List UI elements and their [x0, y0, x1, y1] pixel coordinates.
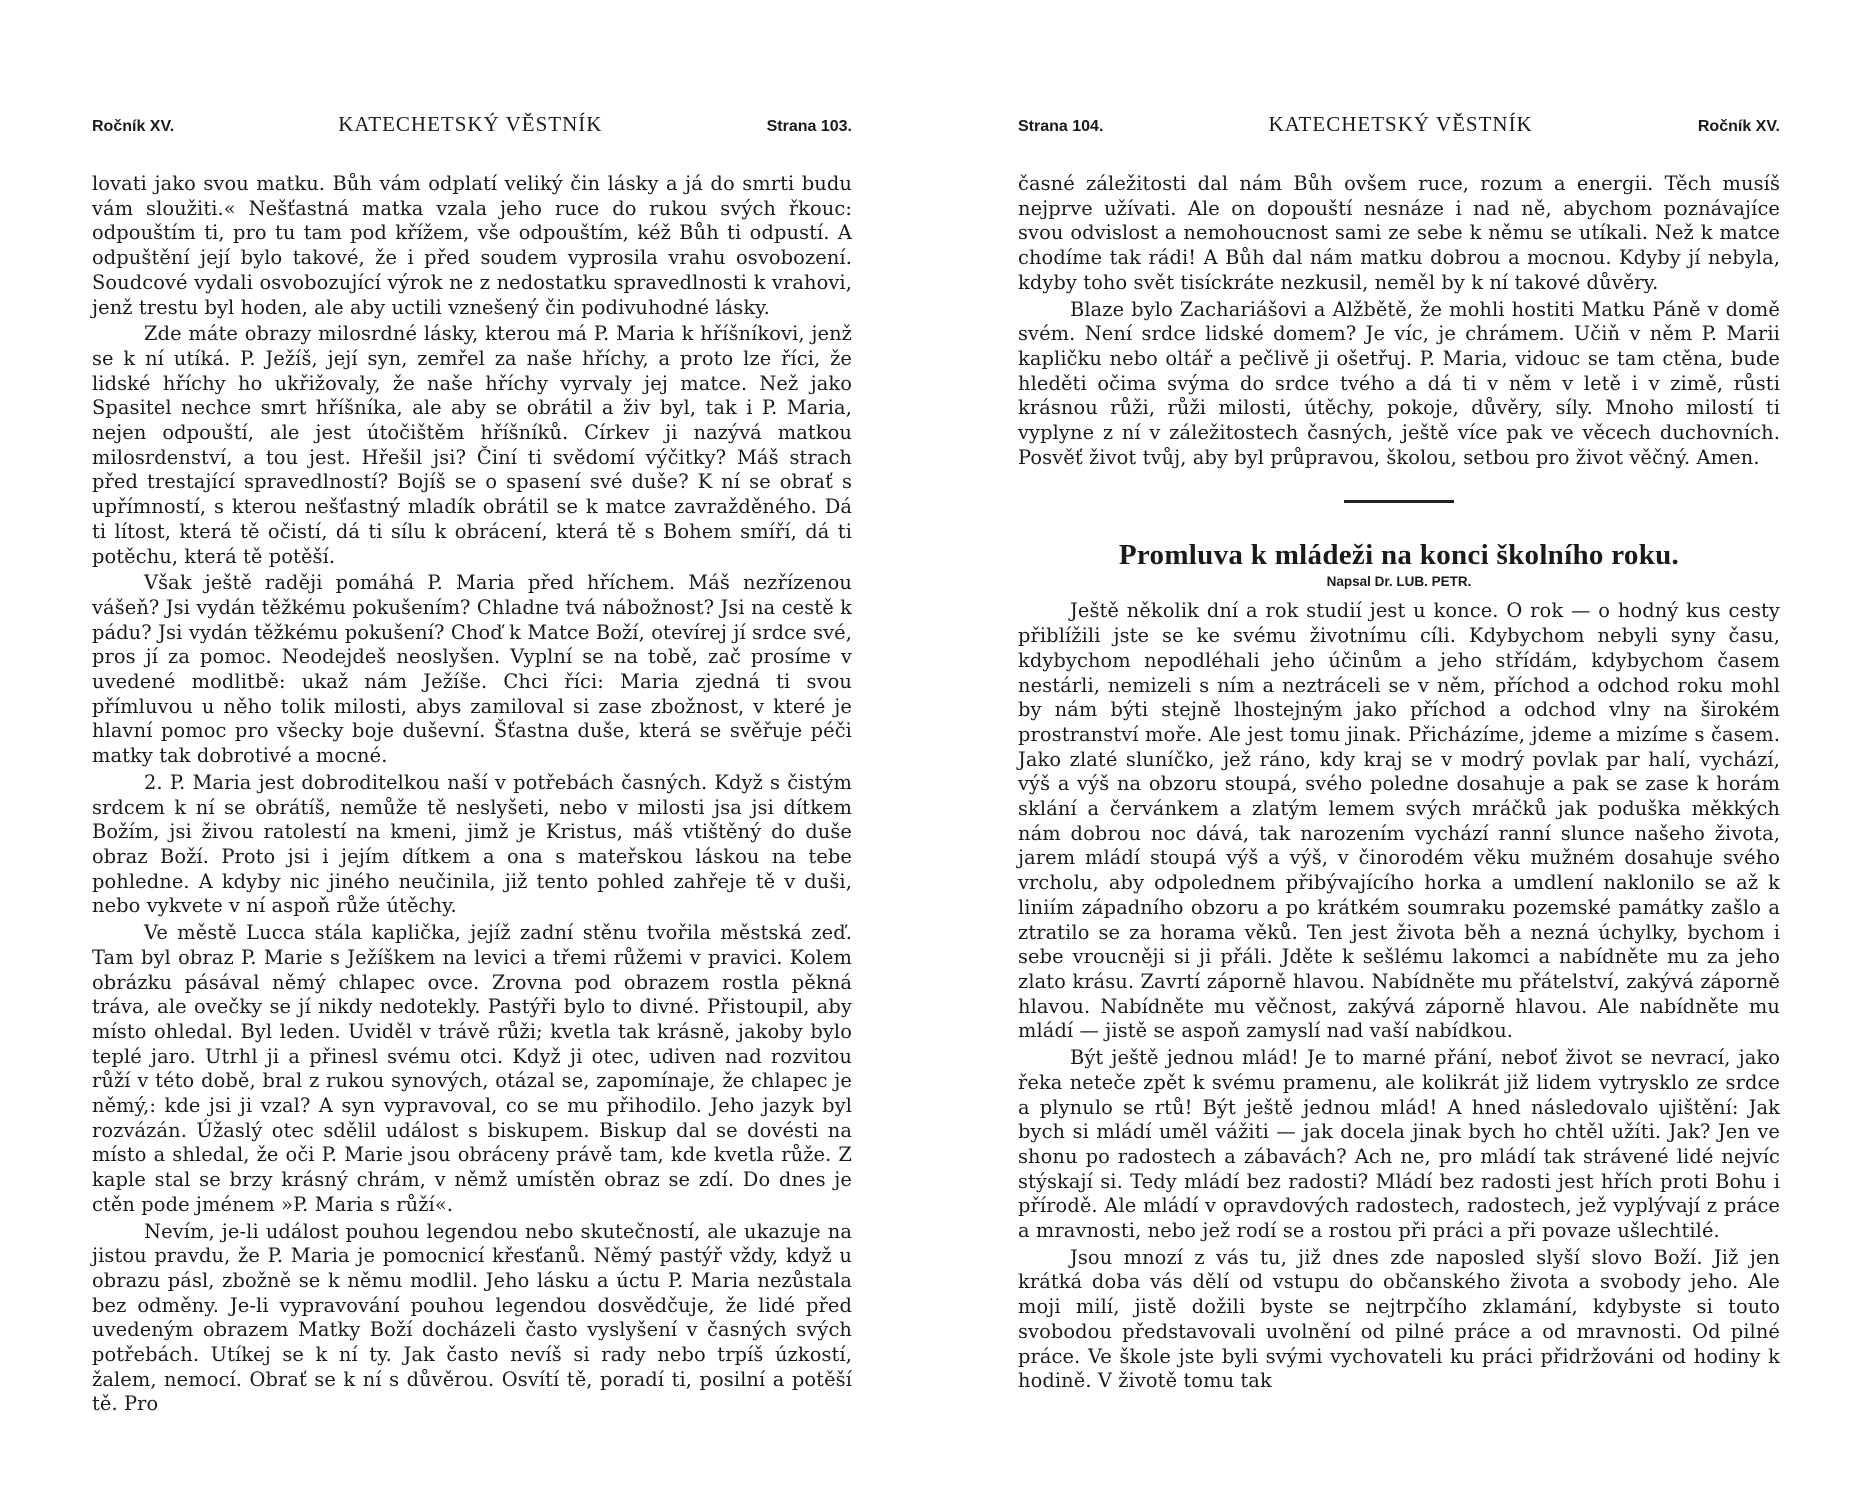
- left-running-head: [92, 112, 852, 142]
- journal-title: KATECHETSKÝ VĚSTNÍK: [338, 112, 603, 136]
- volume-label: Ročník XV.: [92, 118, 175, 135]
- paragraph: Nevím, je-li událost pouhou legendou nebo skutečností, ale ukazuje na jistou pravdu, že P. Maria je pomocnicí křesťanů. Němý pastýř vždy, když u obrazu pásl, zbožně se k němu modlil. Jeho lásku a úctu P. Maria nezůstala bez odměny. Je-li vypravování pouhou legendou dosvědčuje, že lidé před uvedeným obrazem Matky Boží docházeli často vyslyšení v časných svých potřebách. Utíkej se k ní ty. Jak často nevíš si rady nebo trpíš úzkostí, žalem, nemocí. Obrať se k ní s důvěrou. Osvítí tě, poradí ti, posilní a potěší tě. Pro: [92, 1219, 852, 1416]
- left-page: [92, 112, 852, 1417]
- volume-label: Ročník XV.: [1697, 118, 1780, 135]
- paragraph: Zde máte obrazy milosrdné lásky, kterou má P. Maria k hříšníkovi, jenž se k ní utíká. P. Ježíš, její syn, zemřel za naše hříchy, a proto lze říci, že lidské hříchy ho ukřižovaly, že naše hříchy vyrvaly jej matce. Než jako Spasitel nechce smrt hříšníka, ale aby se obrátil a živ byl, tak i P. Maria, nejen odpouští, ale jest útočištěm hříšníků. Církev ji nazývá matkou milosrdenství, a tou jest. Hřešil jsi? Činí ti svědomí výčitky? Máš strach před trestající spravedlností? Bojíš se o spasení své duše? K ní se obrať s upřímností, s kterou nešťastný mladík obrátil se k matce zavražděného. Dá ti lítost, která tě očistí, dá ti sílu k obrácení, která tě s Bohem smíří, dá ti potěchu, která tě potěší.: [92, 322, 852, 568]
- paragraph: lovati jako svou matku. Bůh vám odplatí veliký čin lásky a já do smrti budu vám sloužiti.« Nešťastná matka vzala jeho ruce do rukou svých řkouc: odpouštím ti, pro tu tam pod křížem, vše odpouštím, kéž Bůh ti odpustí. A odpuštění její bylo takové, že i před soudem vyprosila vrahu osvobození. Soudcové vydali osvobozující výrok ne z nedostatku spravedlnosti k vrahovi, jenž trestu byl hoden, ale aby uctili vznešený čin podivuhodné lásky.: [92, 172, 852, 319]
- paragraph: Jsou mnozí z vás tu, již dnes zde naposled slyší slovo Boží. Již jen krátká doba vás dělí od vstupu do občanského života a svobody jeho. Ale moji milí, jistě dožili byste se nejtrpčího zklamání, kdybyste si touto svobodou představovali uvolnění od pilné práce a od mravnosti. Od pilné práce. Ve škole jste byli svými vychovateli ku práci přidržováni od hodiny k hodině. V životě tomu tak: [1018, 1245, 1780, 1393]
- page-number: Strana 104.: [1018, 118, 1104, 135]
- paragraph: Být ještě jednou mlád! Je to marné přání, neboť život se nevrací, jako řeka neteče zpět k svému pramenu, ale kolikrát již lidem vytrysklo ze srdce a plynulo se rtů! Být ještě jednou mlád! A hned následovalo ujištění: Jak bych si mládí uměl vážiti — jak docela jinak bych ho chtěl užíti. Jak? Jen ve shonu po radostech a zábavách? Ach ne, pro mládí tak strávené lidé nejvíc stýskají si. Tedy mládí bez radosti? Mládí bez radosti jest hřích proti Bohu i přírodě. Ale mládí v opravdových radostech, radostech, jež vyplývají z práce a mravnosti, nebo jež rodí se a rostou při práci a při povaze ušlechtilé.: [1018, 1046, 1780, 1243]
- paragraph: Však ještě raději pomáhá P. Maria před hříchem. Máš nezřízenou vášeň? Jsi vydán těžkému pokušením? Chladne tvá nábožnost? Jsi na cestě k pádu? Jsi vydán těžkému pokušení? Choď k Matce Boží, otevírej jí srdce své, pros jí za pomoc. Neodejdeš neoslyšen. Vyplní se na tobě, zač prosíme v uvedené modlitbě: ukaž nám Ježíše. Chci říci: Maria zjedná ti svou přímluvou u něho tolik milosti, abys zamiloval si zase zbožnost, v které je hlavní pomoc pro všecky boje duševní. Šťastna duše, která se svěřuje péči matky tak dobrotivé a mocné.: [92, 571, 852, 768]
- right-running-head: [1018, 112, 1780, 142]
- journal-title: KATECHETSKÝ VĚSTNÍK: [1268, 112, 1533, 136]
- paragraph: časné záležitosti dal nám Bůh ovšem ruce, rozum a energii. Těch musíš nejprve užívati. Ale on dopouští nesnáze i nad ně, abychom poznávajíce svou odvislost a nemohoucnost sami ze sebe k němu se utíkali. Než k matce chodíme tak rádi! A Bůh dal nám matku dobrou a mocnou. Kdyby jí nebyla, kdyby toho svět tisíckráte nezkusil, neměl by k ní takové důvěry.: [1018, 172, 1780, 294]
- paragraph: 2. P. Maria jest dobroditelkou naší v potřebách časných. Když s čistým srdcem k ní se obrátíš, nemůže tě neslyšeti, nebo v milosti jsa jsi dítkem Božím, jsi živou ratolestí na kmeni, jimž je Kristus, máš vtištěný do duše obraz Boží. Proto jsi i jejím dítkem a ona s mateřskou láskou na tebe pohledne. A kdyby nic jiného neučinila, již tento pohled zahřeje tě v duši, nebo vykvete v ní aspoň růže útěchy.: [92, 770, 852, 918]
- article-title: Promluva k mládeži na konci školního roku.: [1118, 539, 1680, 572]
- paragraph: Ještě několik dní a rok studií jest u konce. O rok — o hodný kus cesty přiblížili jste se ke svému životnímu cíli. Kdybychom nebyli syny času, kdybychom nepodléhali jeho účinům a jeho střídám, kdybychom časem nestárli, nemizeli s ním a neztráceli se v něm, příchod a odchod roku mohl by nám býti stejně lhostejným jako příchod a odchod vlny na širokém prostranství moře. Ale jest tomu jinak. Přicházíme, jdeme a mizíme s časem. Jako zlaté sluníčko, jež ráno, kdy kraj se v modrý povlak par halí, vychází, výš a výš na obzoru stoupá, svého poledne dosahuje a pak se zase k horám sklání a červánkem a zlatým lemem svých mráčků jak poduška měkkých nám dobrou noc dává, tak narozením vychází ranní slunce našeho života, jarem mládí stoupá výš a výš, v činorodém věku mužném dosahuje svého vrcholu, aby odpolednem přibývajícího horka a umdlení naklonilo se až k liniím západního obzoru a po krátkém soumraku pozemské památky zašlo a ztratilo se za horama věků. Ten jest života běh a nezná úchylky, bychom i sebe vroucněji si ji přáli. Jděte k sešlému lakomci a nabídněte mu za jeho zlato krásu. Zavrtí záporně hlavou. Nabídněte mu přátelství, zakývá záporně hlavou. Nabídněte mu věčnost, zakývá záporně hlavou. Ale nabídněte mu mládí — jistě se aspoň zamyslí nad vaší nabídkou.: [1018, 599, 1780, 1043]
- paragraph: Blaze bylo Zachariášovi a Alžbětě, že mohli hostiti Matku Páně v domě svém. Není srdce lidské domem? Je víc, je chrámem. Učiň v něm P. Marii kapličku nebo oltář a pečlivě ji ošetřuj. P. Maria, vidouc se tam ctěna, bude hleděti očima svýma do srdce tvého a dá ti v něm v letě i v zimě, růsti krásnou růži, růži milosti, útěchy, pokoje, důvěry, síly. Mnoho milostí ti vyplyne z ní v záležitostech časných, ještě více pak ve věcech duchovních. Posvěť život tvůj, aby byl průpravou, školou, setbou pro život věčný. Amen.: [1018, 297, 1780, 469]
- right-page: [1018, 112, 1780, 1394]
- paragraph: Ve městě Lucca stála kaplička, jejíž zadní stěnu tvořila městská zeď. Tam byl obraz P. Marie s Ježíškem na levici a třemi růžemi v pravici. Kolem obrázku pásával němý chlapec ovce. Zrovna pod obrazem rostla pěkná tráva, ale ovečky se jí nikdy nedotekly. Pastýři bylo to divné. Přistoupil, aby místo ohledal. Byl leden. Uviděl v trávě růži; kvetla tak krásně, jakoby bylo teplé jaro. Utrhl ji a přinesl svému otci. Když ji otec, udiven nad rozvitou růží v této době, bral z rukou synových, otázal se, zapomínaje, že chlapec je němý,: kde jsi ji vzal? A syn vypravoval, co se mu přihodilo. Jeho jazyk byl rozvázán. Úžaslý otec sdělil událost s biskupem. Biskup dal se dovésti na místo a shledal, že oči P. Marie jsou obráceny právě tam, kde kvetla růže. Z kaple stal se brzy krásný chrám, v němž umístěn obraz se zdí. Do dnes je ctěn pode jménem »P. Maria s růží«.: [92, 921, 852, 1216]
- section-divider: [1344, 500, 1454, 503]
- article-byline: Napsal Dr. LUB. PETR.: [1326, 574, 1472, 590]
- page-number: Strana 103.: [766, 118, 852, 135]
